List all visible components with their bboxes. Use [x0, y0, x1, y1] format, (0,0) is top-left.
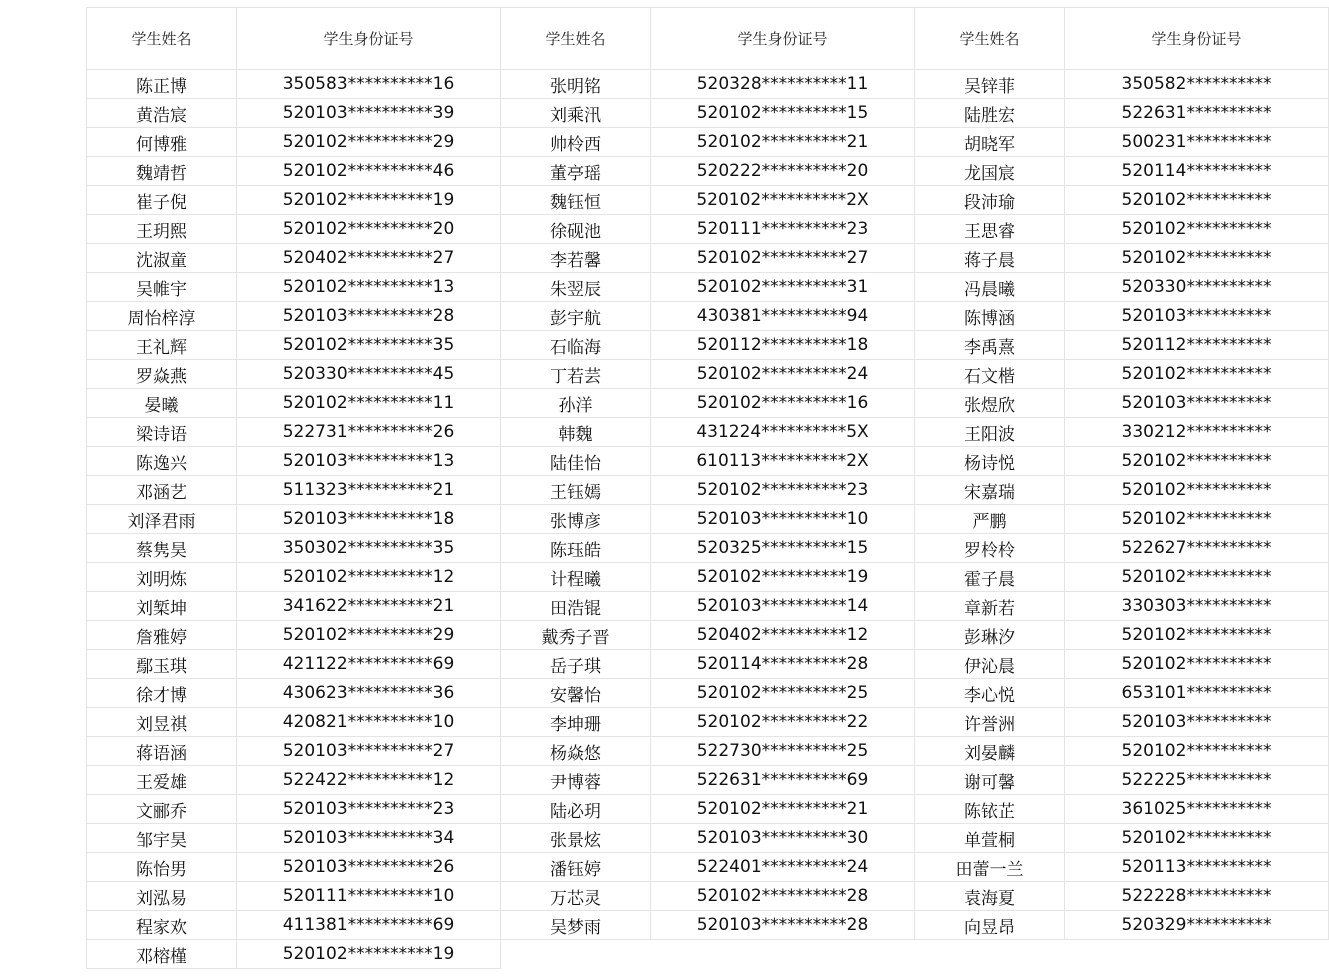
student-id-cell: 520102**********15 [651, 99, 915, 128]
table-row [87, 244, 501, 273]
student-id-cell: 520102**********29 [237, 128, 501, 157]
student-id-cell: 520102**********19 [237, 940, 501, 969]
student-name-cell: 龙国宸 [915, 157, 1065, 186]
student-name-cell: 陈博涵 [915, 302, 1065, 331]
table-row [87, 795, 501, 824]
table-row [915, 621, 1329, 650]
student-id-cell: 520112**********18 [651, 331, 915, 360]
table-row [501, 534, 915, 563]
table-row [87, 911, 501, 940]
table-row [915, 737, 1329, 766]
student-name-cell: 罗柃柃 [915, 534, 1065, 563]
student-name-cell: 王玥熙 [87, 215, 237, 244]
table-row [915, 882, 1329, 911]
student-name-cell: 文郦乔 [87, 795, 237, 824]
student-name-cell: 杨诗悦 [915, 447, 1065, 476]
student-id-cell: 522225********** [1065, 766, 1329, 795]
student-id-cell: 520114**********28 [651, 650, 915, 679]
student-id-cell: 520102**********16 [651, 389, 915, 418]
student-id-cell: 520102********** [1065, 186, 1329, 215]
student-name-cell: 张煜欣 [915, 389, 1065, 418]
student-name-cell: 陈铱芷 [915, 795, 1065, 824]
column-header-id: 学生身份证号 [237, 8, 501, 70]
header-row [87, 8, 501, 70]
table-row [87, 476, 501, 505]
student-name-cell: 崔子倪 [87, 186, 237, 215]
student-name-cell: 王爱雄 [87, 766, 237, 795]
student-name-cell: 段沛瑜 [915, 186, 1065, 215]
student-id-cell: 522228********** [1065, 882, 1329, 911]
student-name-cell: 陆佳怡 [501, 447, 651, 476]
student-id-cell: 520102**********46 [237, 157, 501, 186]
student-id-cell: 610113**********2X [651, 447, 915, 476]
table-row [501, 795, 915, 824]
student-id-cell: 522627********** [1065, 534, 1329, 563]
student-id-cell: 522401**********24 [651, 853, 915, 882]
table-row [915, 447, 1329, 476]
student-id-cell: 350302**********35 [237, 534, 501, 563]
student-id-cell: 520103**********28 [237, 302, 501, 331]
student-name-cell: 李禹熹 [915, 331, 1065, 360]
student-name-cell: 陈怡男 [87, 853, 237, 882]
student-name-cell: 罗焱燕 [87, 360, 237, 389]
table-row [87, 940, 501, 969]
student-name-cell: 田浩锟 [501, 592, 651, 621]
student-id-cell: 520103**********28 [651, 911, 915, 940]
student-id-cell: 341622**********21 [237, 592, 501, 621]
table-row [87, 215, 501, 244]
student-name-cell: 李心悦 [915, 679, 1065, 708]
table-row [87, 302, 501, 331]
student-id-cell: 520102**********13 [237, 273, 501, 302]
student-name-cell: 安馨怡 [501, 679, 651, 708]
student-id-cell: 520103**********27 [237, 737, 501, 766]
table-row [501, 273, 915, 302]
student-id-cell: 350582********** [1065, 70, 1329, 99]
student-id-cell: 430381**********94 [651, 302, 915, 331]
table-row [915, 679, 1329, 708]
student-id-cell: 520222**********20 [651, 157, 915, 186]
student-id-cell: 520102********** [1065, 737, 1329, 766]
table-row [915, 331, 1329, 360]
table-row [915, 853, 1329, 882]
student-id-cell: 520103********** [1065, 389, 1329, 418]
column-header-name: 学生姓名 [87, 8, 237, 70]
table-row [87, 824, 501, 853]
table-row [87, 389, 501, 418]
table-row [501, 853, 915, 882]
student-id-cell: 520111**********23 [651, 215, 915, 244]
student-id-cell: 330212********** [1065, 418, 1329, 447]
student-name-cell: 石临海 [501, 331, 651, 360]
student-id-cell: 520114********** [1065, 157, 1329, 186]
student-name-cell: 张明铭 [501, 70, 651, 99]
header-row [915, 8, 1329, 70]
table-row [915, 215, 1329, 244]
student-name-cell: 胡晓军 [915, 128, 1065, 157]
student-name-cell: 严鹏 [915, 505, 1065, 534]
table-row [87, 447, 501, 476]
table-row [501, 360, 915, 389]
student-name-cell: 潘钰婷 [501, 853, 651, 882]
student-id-cell: 520329********** [1065, 911, 1329, 940]
student-id-cell: 520102********** [1065, 824, 1329, 853]
student-name-cell: 宋嘉瑞 [915, 476, 1065, 505]
student-name-cell: 晏曦 [87, 389, 237, 418]
table-row [87, 70, 501, 99]
student-id-cell: 520103**********23 [237, 795, 501, 824]
column-header-id: 学生身份证号 [651, 8, 915, 70]
student-name-cell: 李坤珊 [501, 708, 651, 737]
student-name-cell: 陆胜宏 [915, 99, 1065, 128]
table-row [501, 244, 915, 273]
column-header-name: 学生姓名 [915, 8, 1065, 70]
student-id-cell: 330303********** [1065, 592, 1329, 621]
column-header-id: 学生身份证号 [1065, 8, 1329, 70]
student-id-cell: 522730**********25 [651, 737, 915, 766]
student-id-cell: 520102**********19 [651, 563, 915, 592]
table-row [87, 679, 501, 708]
student-name-cell: 帅柃西 [501, 128, 651, 157]
student-id-cell: 520103**********10 [651, 505, 915, 534]
student-id-cell: 520102**********28 [651, 882, 915, 911]
student-id-cell: 520103**********30 [651, 824, 915, 853]
student-name-cell: 冯晨曦 [915, 273, 1065, 302]
student-id-cell: 520102**********19 [237, 186, 501, 215]
student-name-cell: 刘晏麟 [915, 737, 1065, 766]
student-id-cell: 520102********** [1065, 360, 1329, 389]
student-id-cell: 653101********** [1065, 679, 1329, 708]
student-id-cell: 520103**********18 [237, 505, 501, 534]
student-name-cell: 王阳波 [915, 418, 1065, 447]
student-name-cell: 程家欢 [87, 911, 237, 940]
table-row [501, 418, 915, 447]
student-name-cell: 刘椠坤 [87, 592, 237, 621]
student-name-cell: 徐才博 [87, 679, 237, 708]
table-row [87, 708, 501, 737]
student-id-cell: 520102**********22 [651, 708, 915, 737]
student-name-cell: 邓涵艺 [87, 476, 237, 505]
student-name-cell: 魏钰恒 [501, 186, 651, 215]
student-name-cell: 蔡隽昊 [87, 534, 237, 563]
header-row [501, 8, 915, 70]
student-name-cell: 邹宇昊 [87, 824, 237, 853]
table-row [87, 99, 501, 128]
table-row [87, 128, 501, 157]
table-row [915, 592, 1329, 621]
student-name-cell: 李若馨 [501, 244, 651, 273]
student-name-cell: 詹雅婷 [87, 621, 237, 650]
table-row [915, 186, 1329, 215]
table-row [915, 70, 1329, 99]
student-id-cell: 520103**********34 [237, 824, 501, 853]
table-row [915, 476, 1329, 505]
student-id-cell: 520102********** [1065, 215, 1329, 244]
table-row [87, 534, 501, 563]
student-name-cell: 袁海夏 [915, 882, 1065, 911]
student-id-cell: 520102********** [1065, 621, 1329, 650]
table-row [915, 128, 1329, 157]
table-row [501, 737, 915, 766]
student-name-cell: 张景炫 [501, 824, 651, 853]
student-name-cell: 刘泽君雨 [87, 505, 237, 534]
table-row [501, 679, 915, 708]
table-row [87, 592, 501, 621]
table-row [915, 563, 1329, 592]
table-row [915, 360, 1329, 389]
student-id-cell: 350583**********16 [237, 70, 501, 99]
student-id-cell: 520113********** [1065, 853, 1329, 882]
student-id-cell: 520102**********27 [651, 244, 915, 273]
student-id-cell: 520102**********25 [651, 679, 915, 708]
table-row [915, 795, 1329, 824]
table-row [501, 157, 915, 186]
student-name-cell: 谢可馨 [915, 766, 1065, 795]
student-name-cell: 王钰嫣 [501, 476, 651, 505]
student-name-cell: 单萱桐 [915, 824, 1065, 853]
table-row [87, 157, 501, 186]
table-row [501, 882, 915, 911]
table-row [87, 882, 501, 911]
student-name-cell: 许誉洲 [915, 708, 1065, 737]
table-row [501, 708, 915, 737]
table-row [501, 389, 915, 418]
table-row [501, 128, 915, 157]
student-id-cell: 431224**********5X [651, 418, 915, 447]
student-name-cell: 吴锌菲 [915, 70, 1065, 99]
student-id-cell: 520103********** [1065, 302, 1329, 331]
student-id-cell: 522731**********26 [237, 418, 501, 447]
table-row [915, 99, 1329, 128]
table-row [501, 99, 915, 128]
table-row [915, 650, 1329, 679]
table-row [501, 186, 915, 215]
student-name-cell: 陈珏皓 [501, 534, 651, 563]
table-row [915, 418, 1329, 447]
student-name-cell: 韩魏 [501, 418, 651, 447]
table-row [915, 824, 1329, 853]
column-header-name: 学生姓名 [501, 8, 651, 70]
student-name-cell: 刘泓易 [87, 882, 237, 911]
student-id-cell: 520112********** [1065, 331, 1329, 360]
student-id-cell: 522631**********69 [651, 766, 915, 795]
table-row [915, 302, 1329, 331]
table-row [501, 476, 915, 505]
student-id-cell: 520102********** [1065, 476, 1329, 505]
table-row [501, 70, 915, 99]
student-id-cell: 520103**********14 [651, 592, 915, 621]
student-name-cell: 朱翌辰 [501, 273, 651, 302]
student-name-cell: 陆必玥 [501, 795, 651, 824]
table-row [501, 331, 915, 360]
student-id-cell: 520102********** [1065, 563, 1329, 592]
student-id-cell: 520102**********12 [237, 563, 501, 592]
student-id-cell: 520102**********2X [651, 186, 915, 215]
student-id-cell: 520402**********12 [651, 621, 915, 650]
student-name-cell: 石文楷 [915, 360, 1065, 389]
student-id-cell: 511323**********21 [237, 476, 501, 505]
student-name-cell: 王思睿 [915, 215, 1065, 244]
table-row [915, 708, 1329, 737]
table-row [915, 505, 1329, 534]
student-name-cell: 丁若芸 [501, 360, 651, 389]
student-name-cell: 杨焱悠 [501, 737, 651, 766]
table-row [501, 824, 915, 853]
student-name-cell: 张博彦 [501, 505, 651, 534]
table-row [501, 505, 915, 534]
table-row [501, 766, 915, 795]
student-name-cell: 董亭瑶 [501, 157, 651, 186]
student-name-cell: 吴帷宇 [87, 273, 237, 302]
table-row [87, 505, 501, 534]
student-id-cell: 520330********** [1065, 273, 1329, 302]
student-id-cell: 520103********** [1065, 708, 1329, 737]
table-row [501, 302, 915, 331]
student-name-cell: 鄢玉琪 [87, 650, 237, 679]
student-id-cell: 520328**********11 [651, 70, 915, 99]
student-name-cell: 王礼辉 [87, 331, 237, 360]
student-name-cell: 向昱昂 [915, 911, 1065, 940]
student-id-cell: 520102**********21 [651, 795, 915, 824]
table-row [87, 766, 501, 795]
student-name-cell: 梁诗语 [87, 418, 237, 447]
table-row [87, 186, 501, 215]
student-name-cell: 蒋语涵 [87, 737, 237, 766]
student-name-cell: 章新若 [915, 592, 1065, 621]
table-section-2 [500, 7, 915, 940]
table-section-1 [86, 7, 501, 969]
student-id-cell: 520402**********27 [237, 244, 501, 273]
student-name-cell: 彭宇航 [501, 302, 651, 331]
table-row [87, 650, 501, 679]
student-name-cell: 陈逸兴 [87, 447, 237, 476]
student-name-cell: 戴秀子晋 [501, 621, 651, 650]
student-name-cell: 刘昱祺 [87, 708, 237, 737]
table-row [501, 911, 915, 940]
student-name-cell: 尹博蓉 [501, 766, 651, 795]
student-id-cell: 500231********** [1065, 128, 1329, 157]
table-row [87, 360, 501, 389]
table-row [501, 563, 915, 592]
student-id-cell: 520102********** [1065, 244, 1329, 273]
student-id-cell: 520102**********23 [651, 476, 915, 505]
student-id-cell: 520102**********11 [237, 389, 501, 418]
table-row [915, 766, 1329, 795]
student-id-cell: 520102********** [1065, 650, 1329, 679]
student-name-cell: 岳子琪 [501, 650, 651, 679]
student-id-cell: 520325**********15 [651, 534, 915, 563]
student-id-cell: 411381**********69 [237, 911, 501, 940]
table-row [87, 853, 501, 882]
student-name-cell: 计程曦 [501, 563, 651, 592]
table-row [87, 737, 501, 766]
table-row [87, 621, 501, 650]
table-row [87, 273, 501, 302]
student-name-cell: 魏靖哲 [87, 157, 237, 186]
student-name-cell: 孙洋 [501, 389, 651, 418]
student-id-cell: 520111**********10 [237, 882, 501, 911]
student-id-table [86, 7, 1272, 969]
student-id-cell: 520102**********35 [237, 331, 501, 360]
table-row [501, 650, 915, 679]
student-id-cell: 520102**********29 [237, 621, 501, 650]
table-row [915, 273, 1329, 302]
table-row [501, 592, 915, 621]
table-row [501, 621, 915, 650]
student-id-cell: 520102**********21 [651, 128, 915, 157]
student-id-cell: 520103**********26 [237, 853, 501, 882]
student-id-cell: 520102**********24 [651, 360, 915, 389]
student-id-cell: 520103**********39 [237, 99, 501, 128]
student-id-cell: 522422**********12 [237, 766, 501, 795]
table-row [915, 911, 1329, 940]
student-name-cell: 徐砚池 [501, 215, 651, 244]
student-id-cell: 430623**********36 [237, 679, 501, 708]
student-id-cell: 420821**********10 [237, 708, 501, 737]
student-name-cell: 邓榕槿 [87, 940, 237, 969]
student-name-cell: 万芯灵 [501, 882, 651, 911]
table-section-3 [914, 7, 1329, 940]
student-name-cell: 沈淑童 [87, 244, 237, 273]
student-id-cell: 520102********** [1065, 447, 1329, 476]
table-row [87, 331, 501, 360]
student-id-cell: 522631********** [1065, 99, 1329, 128]
student-name-cell: 彭琳汐 [915, 621, 1065, 650]
table-row [501, 447, 915, 476]
student-id-cell: 520102**********31 [651, 273, 915, 302]
student-name-cell: 陈正博 [87, 70, 237, 99]
table-row [915, 244, 1329, 273]
student-name-cell: 黄浩宸 [87, 99, 237, 128]
table-row [915, 534, 1329, 563]
student-name-cell: 吴梦雨 [501, 911, 651, 940]
student-id-cell: 520102********** [1065, 505, 1329, 534]
student-name-cell: 田蕾一兰 [915, 853, 1065, 882]
student-name-cell: 刘明炼 [87, 563, 237, 592]
table-row [915, 157, 1329, 186]
student-name-cell: 周怡梓淳 [87, 302, 237, 331]
table-row [87, 418, 501, 447]
student-id-cell: 520103**********13 [237, 447, 501, 476]
student-name-cell: 蒋子晨 [915, 244, 1065, 273]
student-id-cell: 361025********** [1065, 795, 1329, 824]
table-row [915, 389, 1329, 418]
table-row [87, 563, 501, 592]
student-id-cell: 520330**********45 [237, 360, 501, 389]
student-id-cell: 421122**********69 [237, 650, 501, 679]
table-row [501, 215, 915, 244]
student-name-cell: 伊沁晨 [915, 650, 1065, 679]
student-name-cell: 刘乘汛 [501, 99, 651, 128]
student-name-cell: 霍子晨 [915, 563, 1065, 592]
student-id-cell: 520102**********20 [237, 215, 501, 244]
student-name-cell: 何博雅 [87, 128, 237, 157]
